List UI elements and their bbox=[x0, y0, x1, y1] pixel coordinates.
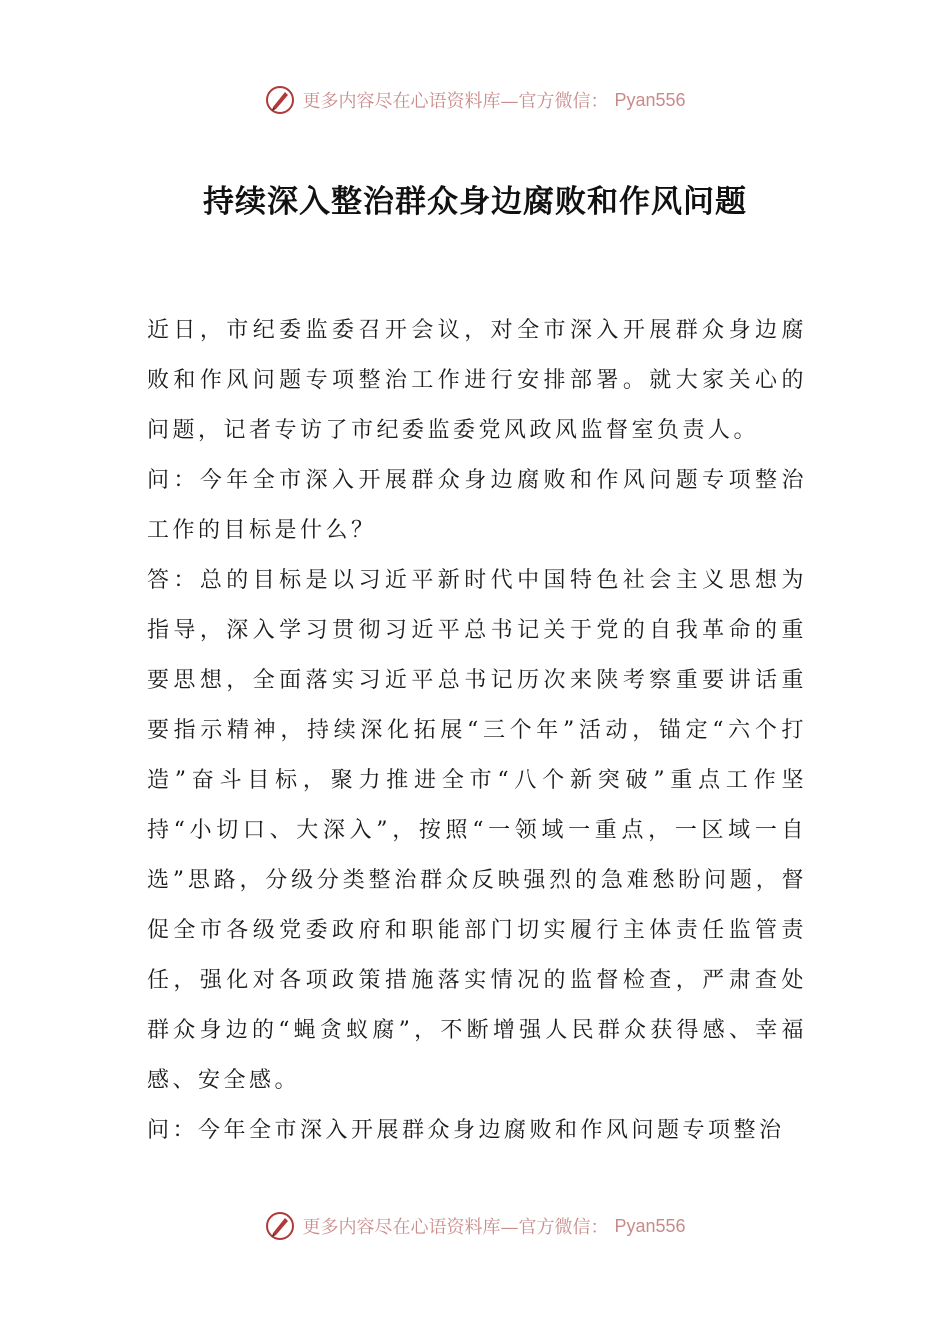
paragraph: 问：今年全市深入开展群众身边腐败和作风问题专项整治 bbox=[147, 1118, 785, 1143]
watermark-wechat-id: Pyan556 bbox=[614, 1215, 686, 1236]
document-body bbox=[147, 306, 807, 1156]
pen-logo-icon bbox=[264, 1210, 296, 1242]
pen-logo-icon bbox=[264, 84, 296, 116]
watermark-wechat-id: Pyan556 bbox=[614, 89, 686, 110]
paragraph: 问：今年全市深入开展群众身边腐败和作风问题专项整治工作的目标是什么？ bbox=[147, 468, 807, 543]
paragraph: 近日，市纪委监委召开会议，对全市深入开展群众身边腐败和作风问题专项整治工作进行安排部署。就大家关心的问题，记者专访了市纪委监委党风政风监督室负责人。 bbox=[147, 318, 807, 443]
header-watermark bbox=[0, 84, 950, 116]
watermark-text: 更多内容尽在心语资料库—官方微信： bbox=[302, 1217, 609, 1238]
watermark-text: 更多内容尽在心语资料库—官方微信： bbox=[302, 91, 609, 112]
document-title: 持续深入整治群众身边腐败和作风问题 bbox=[203, 184, 747, 220]
footer-watermark bbox=[0, 1210, 950, 1242]
paragraph: 答：总的目标是以习近平新时代中国特色社会主义思想为指导，深入学习贯彻习近平总书记关于党的自我革命的重要思想，全面落实习近平总书记历次来陕考察重要讲话重要指示精神，持续深化拓展“三个年”活动，锚定“六个打造”奋斗目标，聚力推进全市“八个新突破”重点工作坚持“小切口、大深入”，按照“一领域一重点，一区域一自选”思路，分级分类整治群众反映强烈的急难愁盼问题，督促全市各级党委政府和职能部门切实履行主体责任监管责任，强化对各项政策措施落实情况的监督检查，严肃查处群众身边的“蝇贪蚁腐”，不断增强人民群众获得感、幸福感、安全感。 bbox=[147, 568, 807, 1093]
